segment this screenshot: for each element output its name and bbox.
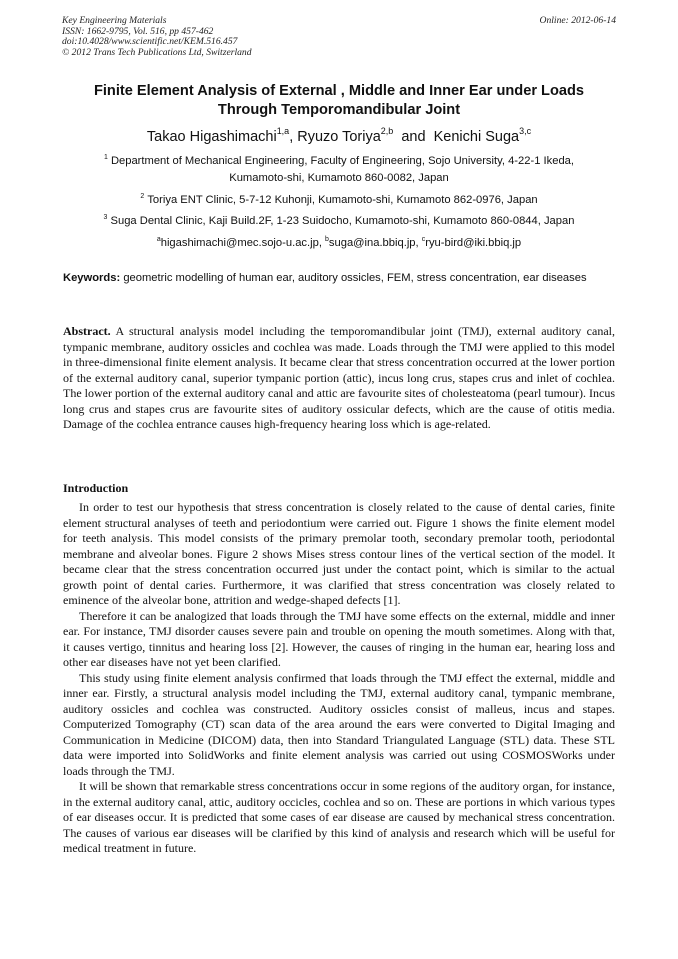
online-date: Online: 2012-06-14 — [539, 15, 616, 26]
affiliation-1 — [40, 153, 638, 186]
issn-line: ISSN: 1662-9795, Vol. 516, pp 457-462 — [62, 25, 214, 37]
email-line — [40, 235, 638, 252]
abstract-label: Abstract. — [63, 324, 111, 338]
email-c-sup: c — [421, 235, 426, 243]
introduction-heading: Introduction — [63, 481, 129, 495]
affiliation-3 — [40, 213, 638, 230]
author-2-name: Ryuzo Toriya — [297, 129, 381, 145]
affiliation-1-line2: Kumamoto-shi, Kumamoto 860-0082, Japan — [229, 171, 449, 184]
intro-paragraph-2: Therefore it can be analogized that loads through the TMJ have some effects on the external, middle and inner ear. For instance, TMJ disorder causes severe pain and trouble on opening the mouth sometimes. Along with that, it causes vertigo, tinnitus and hearing loss [2]. However, the causes of ringing in the human ear, hearing loss and other ear diseases have not yet been clarified. — [63, 608, 615, 669]
author-3-name: Kenichi Suga — [433, 129, 520, 145]
author-1-sup: 1,a — [276, 126, 290, 137]
introduction-body — [63, 500, 615, 857]
intro-paragraph-1: In order to test our hypothesis that stress concentration is closely related to the cause of dental caries, finite element structural analyses of teeth and periodontium were carried out. Figure 1 shows the finite element model for teeth analysis. This model consists of the primary premolar tooth, secondary premolar tooth, periodontal membrane and alveolar bones. Figure 2 shows Mises stress contour lines of the vertical section of the model. It became clear that the stress concentration occurred just under the contact point, which is similar to the actual growth point of dental caries. Furthermore, it was clarified that stress concentration was closely related to eminence of the alveolar bone, attrition and wedge-shaped defects [1]. — [63, 500, 615, 607]
intro-paragraph-3: This study using finite element analysis confirmed that loads through the TMJ effect the external, middle and inner ear. Firstly, a structural analysis model including the TMJ, external auditory canal, tympanic membrane, auditory ossicles and cochlea was constructed. Auditory ossicles consist of malleus, incus and stapes. Computerized Tomography (CT) scan data of the area around the ears were converted to Digital Imaging and Communication in Medicine (DICOM) data, then into Standard Triangulated Language (STL) data. These STL data were imported into SolidWorks and finite element analysis was carried out using COSMOSWorks under loads through the TMJ. — [63, 670, 615, 778]
intro-paragraph-4: It will be shown that remarkable stress concentrations occur in some regions of the auditory organ, for instance, in the external auditory canal, attic, auditory occicles, cochlea and so on. These are portions in which various types of ear diseases occur. It is predicted that some cases of ear disease are caused by mechanical stress concentration. The causes of various ear diseases will be clarified by this kind of analysis and research which will be useful for medical treatment in future. — [63, 779, 615, 855]
abstract-block — [63, 324, 615, 433]
journal-header — [62, 16, 616, 58]
journal-name: Key Engineering Materials — [62, 15, 167, 26]
affiliation-1-num: 1 — [103, 153, 108, 161]
author-list — [40, 128, 638, 146]
email-b[interactable]: suga@ina.bbiq.jp, — [328, 237, 419, 249]
title-line-2: Through Temporomandibular Joint — [217, 101, 461, 118]
paper-title — [40, 82, 638, 119]
abstract-text: A structural analysis model including the temporomandibular joint (TMJ), external auditory canal, tympanic membrane, auditory ossicles and cochlea was made. Loads through the TMJ were applied to this model in three-dimensional finite element analysis. It became clear that stress concentration occurred at the lower portion of the external auditory canal, superior tympanic portion (attic), incus long crus, stapes crus and inlet of cochlea. The lower portion of the external auditory canal and attic are favourite sites of cholesteatoma (pearl tumour). Incus long crus and stapes crus are favourite sites of auditory ossicular defects, which are the cause of otitis media. Damage of the cochlea entrance causes high-frequency hearing loss which is age-related. — [63, 324, 615, 431]
copyright-line: © 2012 Trans Tech Publications Ltd, Switzerland — [62, 46, 252, 58]
affiliation-1-line1: Department of Mechanical Engineering, Faculty of Engineering, Sojo University, 4-22-1 Ikeda, — [110, 155, 575, 167]
email-a[interactable]: higashimachi@mec.sojo-u.ac.jp, — [160, 237, 322, 249]
affiliation-2-num: 2 — [140, 192, 145, 200]
title-line-1: Finite Element Analysis of External , Middle and Inner Ear under Loads — [93, 83, 585, 99]
keywords-text: geometric modelling of human ear, auditory ossicles, FEM, stress concentration, ear diseases — [123, 272, 587, 284]
keywords-label: Keywords: — [63, 272, 121, 284]
author-1-name: Takao Higashimachi — [146, 129, 277, 145]
affiliation-3-line1: Suga Dental Clinic, Kaji Build.2F, 1-23 Suidocho, Kumamoto-shi, Kumamoto 860-0844, Japan — [110, 215, 575, 227]
email-b-sup: b — [325, 235, 329, 243]
email-c[interactable]: ryu-bird@iki.bbiq.jp — [425, 237, 522, 249]
author-2-sup: 2,b — [380, 126, 394, 137]
author-and: and — [401, 129, 426, 145]
email-a-sup: a — [156, 235, 161, 243]
affiliation-2-line1: Toriya ENT Clinic, 5-7-12 Kuhonji, Kumamoto-shi, Kumamoto 862-0976, Japan — [147, 194, 538, 206]
affiliation-3-num: 3 — [103, 213, 108, 221]
author-sep: , — [289, 129, 294, 145]
author-3-sup: 3,c — [519, 126, 532, 137]
doi-line: doi:10.4028/www.scientific.net/KEM.516.457 — [62, 36, 238, 48]
keywords-block — [63, 271, 615, 287]
affiliation-2 — [40, 192, 638, 209]
